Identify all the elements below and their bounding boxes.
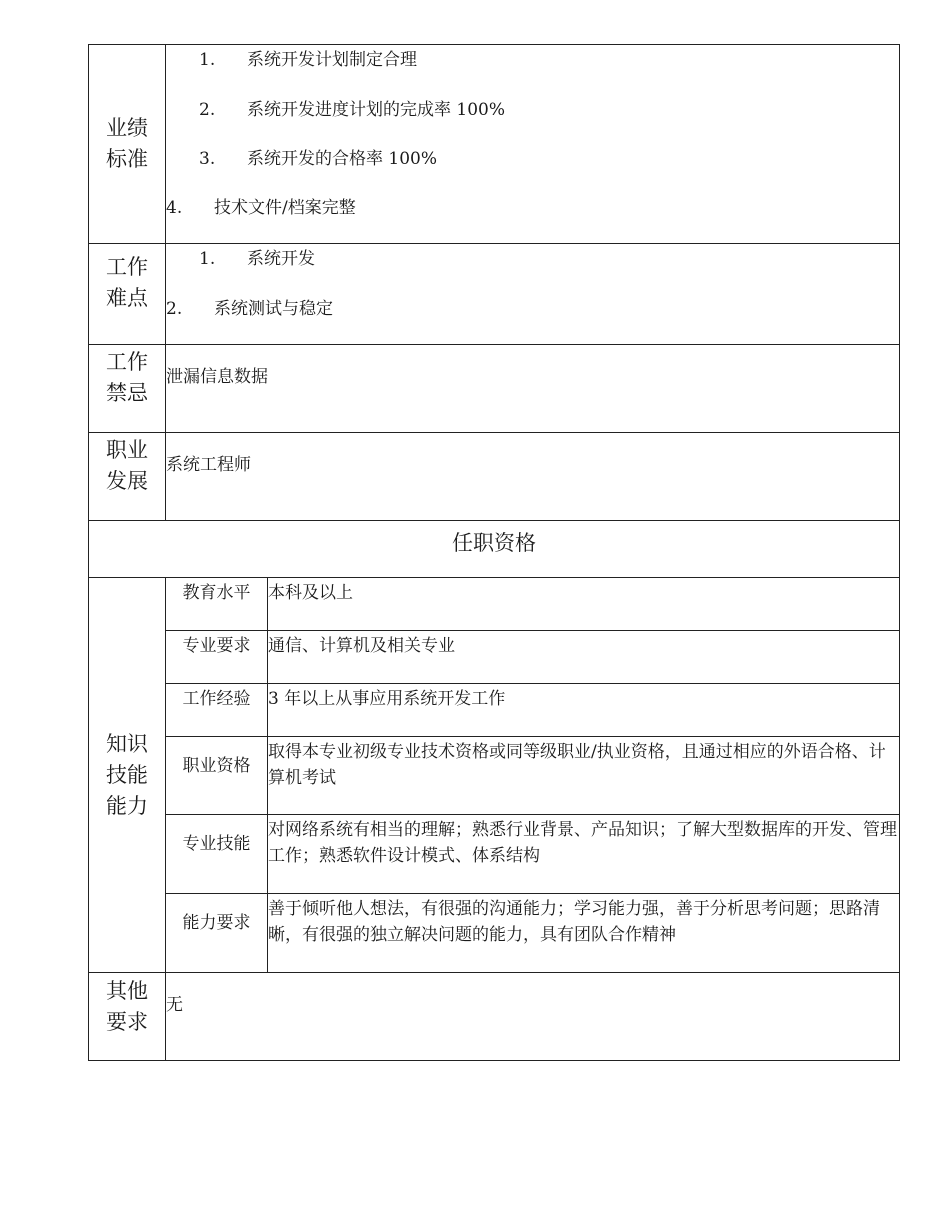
difficulty-row — [89, 244, 900, 345]
career-label: 职业 发展 — [89, 433, 166, 521]
taboo-content: 泄漏信息数据 — [166, 345, 900, 433]
skills-value: 对网络系统有相当的理解；熟悉行业背景、产品知识；了解大型数据库的开发、管理工作；熟悉软件设计模式、体系结构 — [268, 815, 900, 894]
qualification-row — [89, 521, 900, 578]
knowledge-row — [89, 578, 900, 631]
difficulty-label: 工作 难点 — [89, 244, 166, 345]
list-item: 1. 系统开发计划制定合理 — [199, 50, 417, 70]
experience-value: 3 年以上从事应用系统开发工作 — [268, 684, 900, 737]
list-item: 3. 系统开发的合格率 100% — [199, 149, 438, 169]
list-item: 4. 技术文件/档案完整 — [166, 198, 356, 218]
knowledge-row — [89, 631, 900, 684]
knowledge-row — [89, 894, 900, 973]
taboo-row — [89, 345, 900, 433]
other-row — [89, 973, 900, 1061]
other-content: 无 — [166, 973, 900, 1061]
list-item: 2. 系统开发进度计划的完成率 100% — [199, 100, 506, 120]
list-item: 2. 系统测试与稳定 — [166, 299, 333, 319]
list-item: 1. 系统开发 — [199, 249, 315, 269]
major-label: 专业要求 — [166, 631, 268, 684]
knowledge-label: 知识 技能 能力 — [89, 578, 166, 973]
performance-content — [166, 45, 900, 244]
difficulty-content — [166, 244, 900, 345]
certification-label: 职业资格 — [166, 737, 268, 815]
certification-value: 取得本专业初级专业技术资格或同等级职业/执业资格，且通过相应的外语合格、计算机考试 — [268, 737, 900, 815]
knowledge-row — [89, 684, 900, 737]
ability-label: 能力要求 — [166, 894, 268, 973]
performance-label: 业绩 标准 — [89, 45, 166, 244]
knowledge-row — [89, 737, 900, 815]
skills-label: 专业技能 — [166, 815, 268, 894]
section-title: 任职资格 — [89, 521, 900, 578]
other-label: 其他 要求 — [89, 973, 166, 1061]
knowledge-row — [89, 815, 900, 894]
taboo-label: 工作 禁忌 — [89, 345, 166, 433]
experience-label: 工作经验 — [166, 684, 268, 737]
education-value: 本科及以上 — [268, 578, 900, 631]
education-label: 教育水平 — [166, 578, 268, 631]
career-content: 系统工程师 — [166, 433, 900, 521]
career-row — [89, 433, 900, 521]
job-description-table — [88, 44, 900, 1061]
major-value: 通信、计算机及相关专业 — [268, 631, 900, 684]
ability-value: 善于倾听他人想法，有很强的沟通能力；学习能力强，善于分析思考问题；思路清晰，有很强的独立解决问题的能力，具有团队合作精神 — [268, 894, 900, 973]
performance-row — [89, 45, 900, 244]
